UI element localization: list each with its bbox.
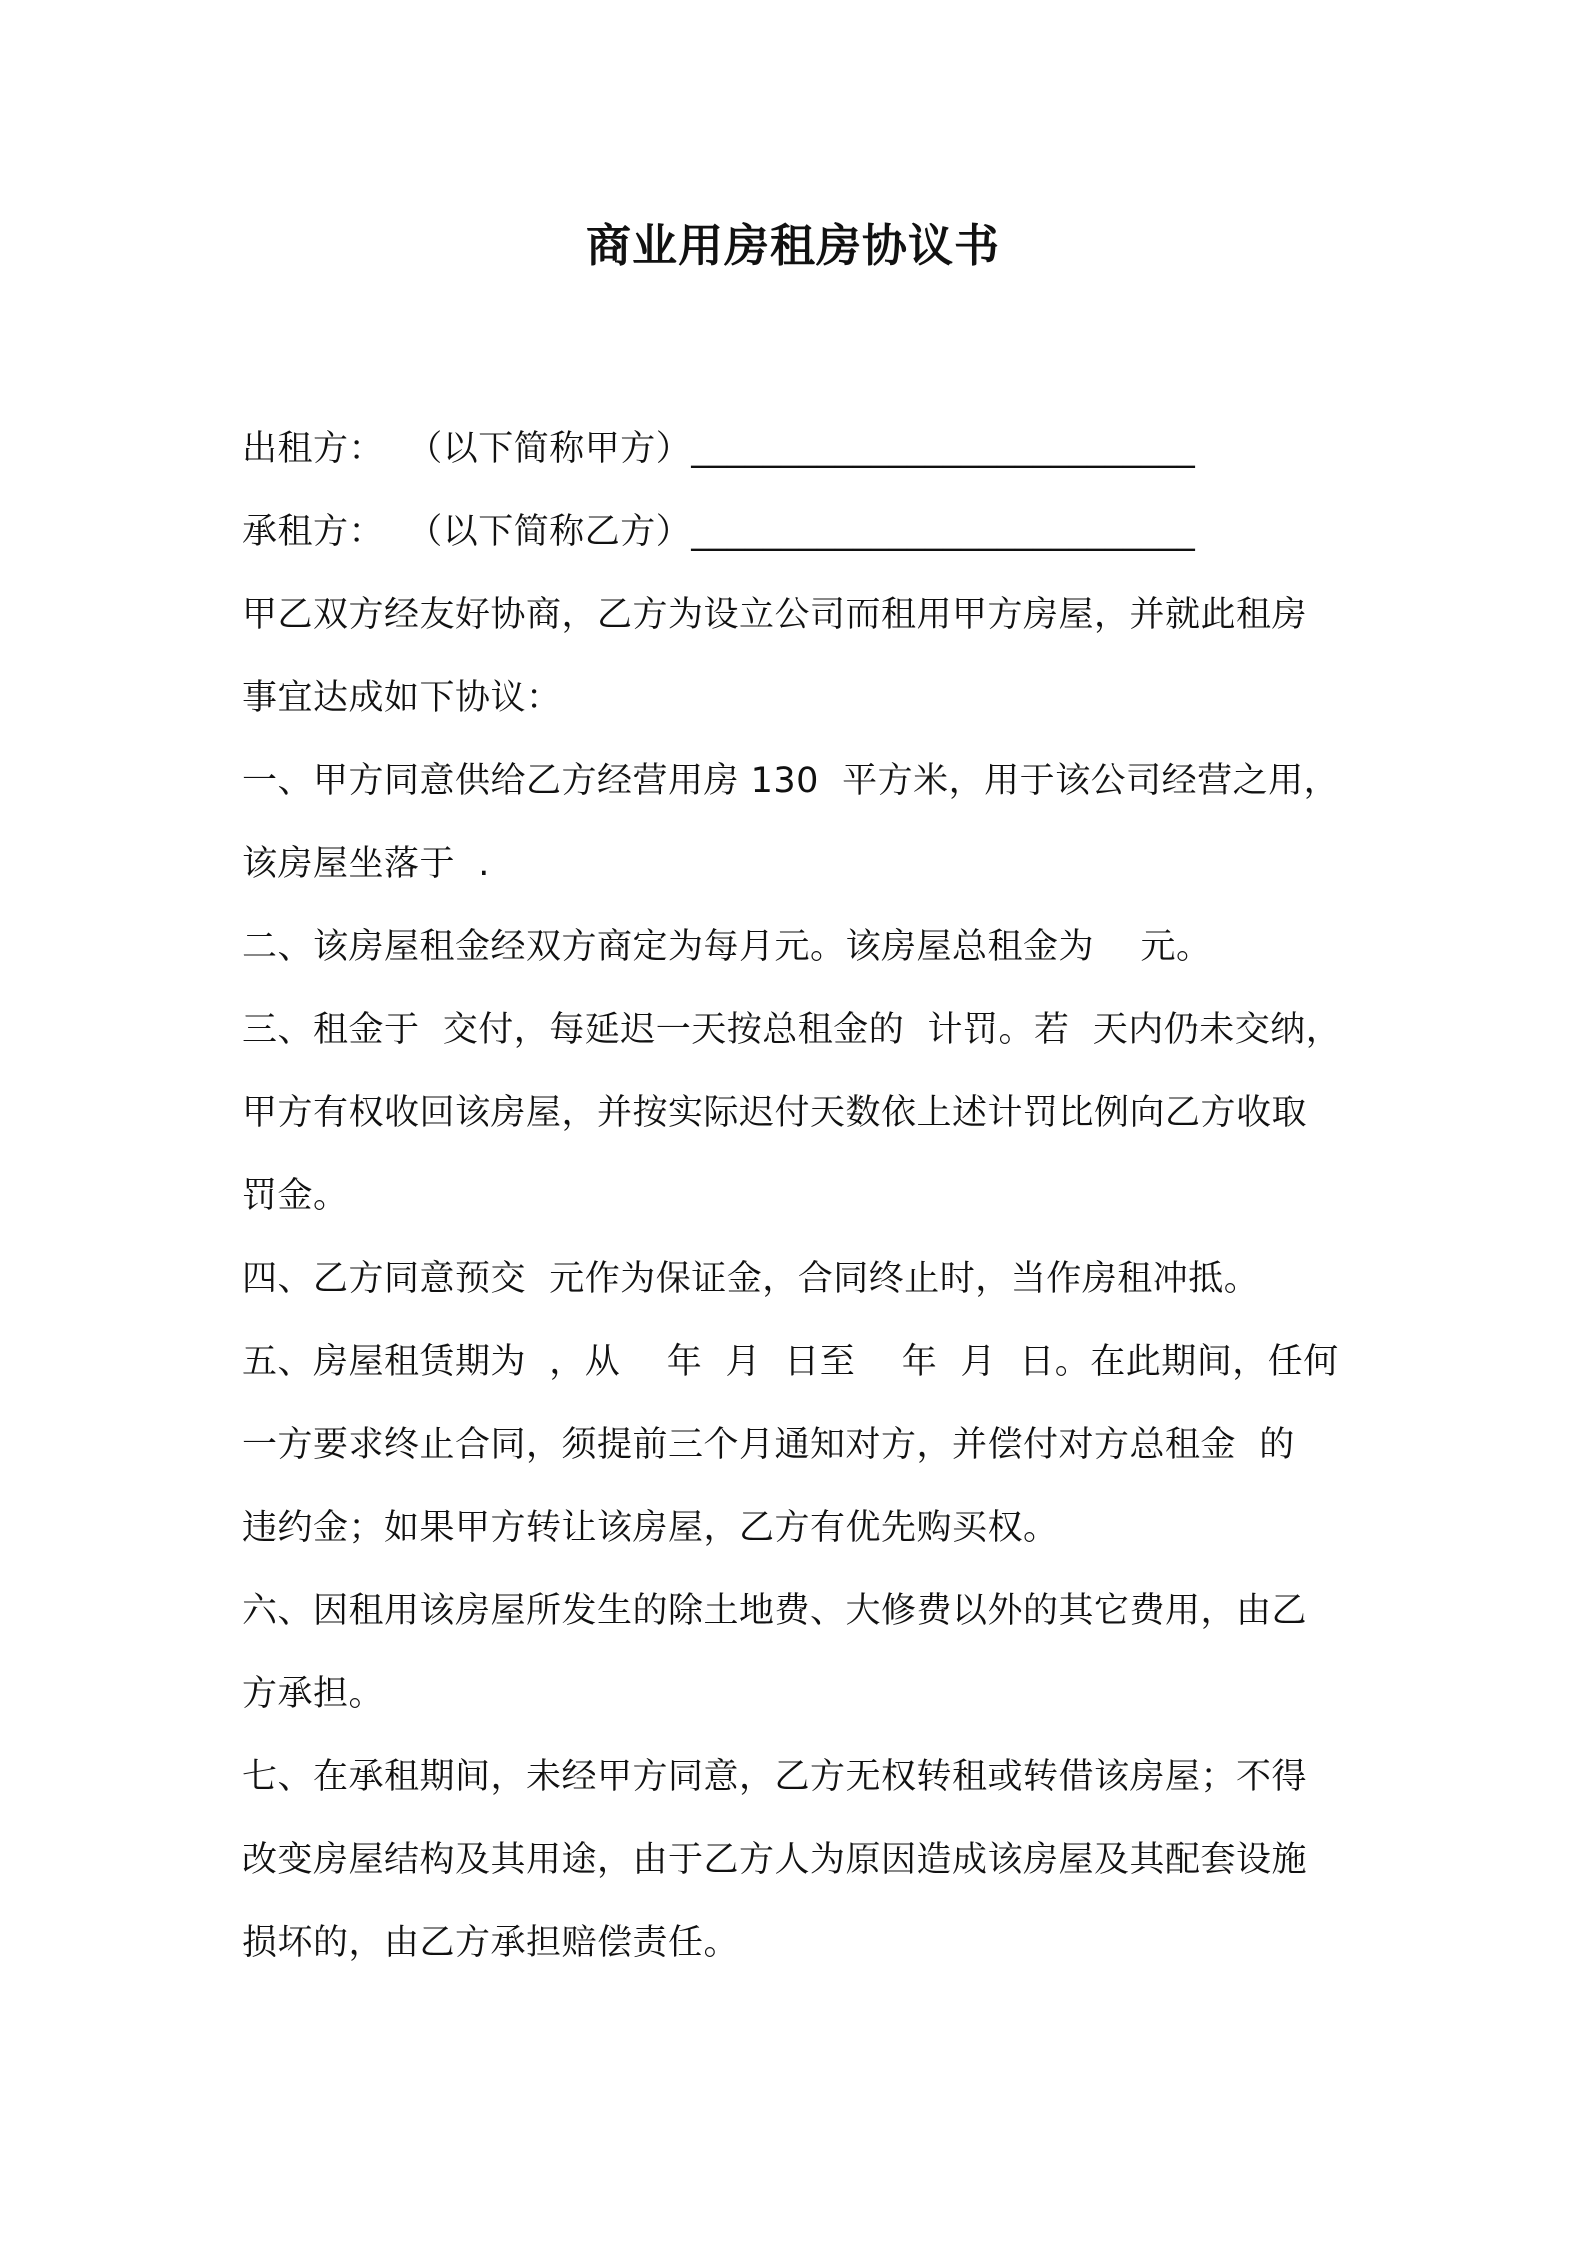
- clause-1-line-1: 一、甲方同意供给乙方经营用房 130 平方米，用于该公司经营之用，: [242, 761, 1340, 801]
- clause-6-line-2: 方承担。: [242, 1674, 385, 1714]
- lessee-line: 承租方： （以下简称乙方）____________________________: [242, 512, 1196, 552]
- clause-1-line-2: 该房屋坐落于 .: [242, 844, 490, 884]
- clause-3-line-3: 罚金。: [242, 1176, 349, 1216]
- clause-7-line-3: 损坏的，由乙方承担赔偿责任。: [242, 1923, 740, 1963]
- clause-7-line-2: 改变房屋结构及其用途，由于乙方人为原因造成该房屋及其配套设施: [242, 1840, 1308, 1880]
- clause-5-line-1: 五、房屋租赁期为 ，从 年 月 日至 年 月 日。在此期间，任何: [242, 1342, 1339, 1382]
- lessor-line: 出租方： （以下简称甲方）____________________________: [242, 429, 1196, 469]
- preamble-line-1: 甲乙双方经友好协商，乙方为设立公司而租用甲方房屋，并就此租房: [242, 595, 1308, 635]
- document-body: [242, 408, 1362, 1985]
- clause-5-line-2: 一方要求终止合同，须提前三个月通知对方，并偿付对方总租金 的: [242, 1425, 1295, 1465]
- clause-7-line-1: 七、在承租期间，未经甲方同意，乙方无权转租或转借该房屋；不得: [242, 1757, 1308, 1797]
- clause-3-line-2: 甲方有权收回该房屋，并按实际迟付天数依上述计罚比例向乙方收取: [242, 1093, 1308, 1133]
- preamble-line-2: 事宜达成如下协议：: [242, 678, 562, 718]
- clause-6-line-1: 六、因租用该房屋所发生的除土地费、大修费以外的其它费用，由乙: [242, 1591, 1308, 1631]
- clause-4-line-1: 四、乙方同意预交 元作为保证金，合同终止时，当作房租冲抵。: [242, 1259, 1260, 1299]
- clause-5-line-3: 违约金；如果甲方转让该房屋，乙方有优先购买权。: [242, 1508, 1059, 1548]
- document-title: 商业用房租房协议书: [585, 219, 1000, 272]
- clause-3-line-1: 三、租金于 交付，每延迟一天按总租金的 计罚。若 天内仍未交纳，: [242, 1010, 1342, 1050]
- clause-2-line-1: 二、该房屋租金经双方商定为每月元。该房屋总租金为 元。: [242, 927, 1212, 967]
